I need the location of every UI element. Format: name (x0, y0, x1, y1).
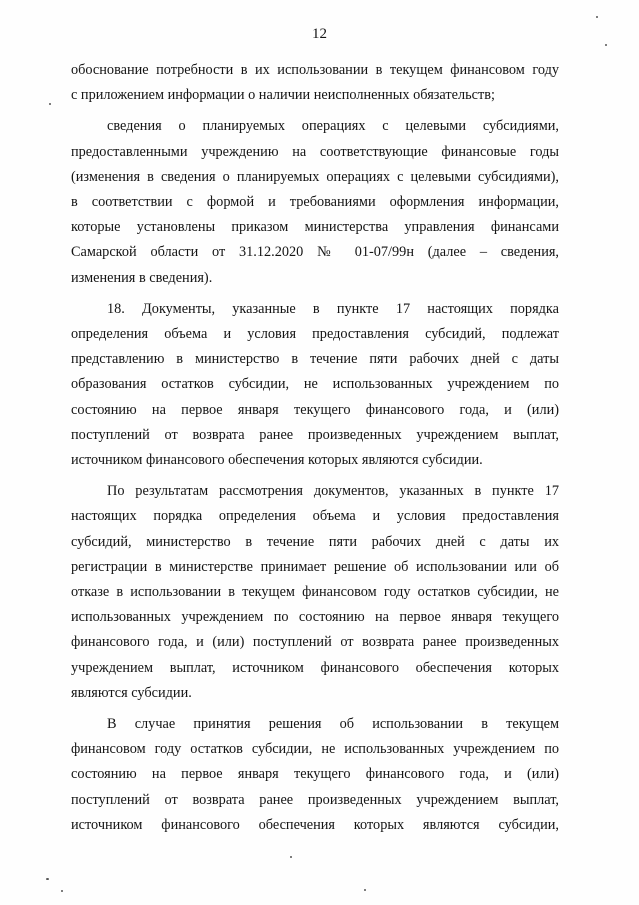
text-line: состоянию на первое января текущего финансового года, и (или) (71, 401, 559, 418)
paragraph (71, 114, 559, 290)
document-body (71, 58, 559, 844)
text-line: обоснование потребности в их использовании в текущем финансовом году (71, 62, 559, 78)
text-line: поступлений от возврата ранее произведенных учреждением выплат, (71, 426, 559, 443)
text-line: 18. Документы, указанные в пункте 17 настоящих порядка (107, 300, 559, 317)
paragraph (71, 58, 559, 108)
text-line: учреждением выплат, источником финансового обеспечения которых (71, 659, 559, 676)
text-line: являются субсидии. (71, 684, 192, 701)
text-line: (изменения в сведения о планируемых операциях с целевыми субсидиями), (71, 168, 559, 185)
text-line: В случае принятия решения об использовании в текущем (107, 716, 559, 733)
text-line: По результатам рассмотрения документов, указанных в пункте 17 (107, 483, 559, 500)
text-line: финансового года, и (или) поступлений от возврата ранее произведенных (71, 634, 559, 651)
text-line: в соответствии с формой и требованиями оформления информации, (71, 194, 559, 211)
text-line: состоянию на первое января текущего финансового года, и (или) (71, 766, 559, 783)
text-line: образования остатков субсидии, не использованных учреждением по (71, 376, 559, 393)
paragraph (71, 712, 559, 838)
text-line: субсидий, министерство в течение пяти рабочих дней с даты их (71, 533, 559, 550)
scan-speck (49, 103, 51, 105)
text-line: финансовом году остатков субсидии, не использованных учреждением по (71, 741, 559, 758)
page-number: 12 (312, 26, 327, 42)
text-line: изменения в сведения). (71, 269, 213, 286)
text-line: сведения о планируемых операциях с целевыми субсидиями, (107, 118, 559, 135)
scan-speck (605, 44, 607, 46)
text-line: которые установлены приказом министерства управления финансами (71, 219, 559, 236)
scan-speck (46, 878, 49, 880)
scan-speck (596, 16, 598, 18)
scan-speck (61, 890, 63, 892)
text-line: источником финансового обеспечения которых являются субсидии, (71, 816, 559, 833)
text-line: определения объема и условия предоставления субсидий, подлежат (71, 326, 559, 343)
paragraph (71, 479, 559, 706)
text-line: отказе в использовании в текущем финансовом году остатков субсидии, не (71, 584, 559, 601)
text-line: использованных учреждением по состоянию на первое января текущего (71, 609, 559, 626)
scan-speck (364, 889, 366, 891)
text-line: поступлений от возврата ранее произведенных учреждением выплат, (71, 791, 559, 808)
text-line: представлению в министерство в течение пяти рабочих дней с даты (71, 351, 559, 368)
text-line: настоящих порядка определения объема и условия предоставления (71, 508, 559, 525)
text-line: с приложением информации о наличии неисполненных обязательств; (71, 87, 495, 104)
text-line: источником финансового обеспечения которых являются субсидии. (71, 452, 483, 469)
text-line: регистрации в министерстве принимает решение об использовании или об (71, 558, 559, 575)
text-line: предоставленными учреждению на соответствующие финансовые годы (71, 143, 559, 160)
scan-speck (290, 856, 292, 858)
paragraph (71, 297, 559, 473)
text-line: Самарской области от 31.12.2020 № 01-07/99н (далее – сведения, (71, 244, 559, 261)
